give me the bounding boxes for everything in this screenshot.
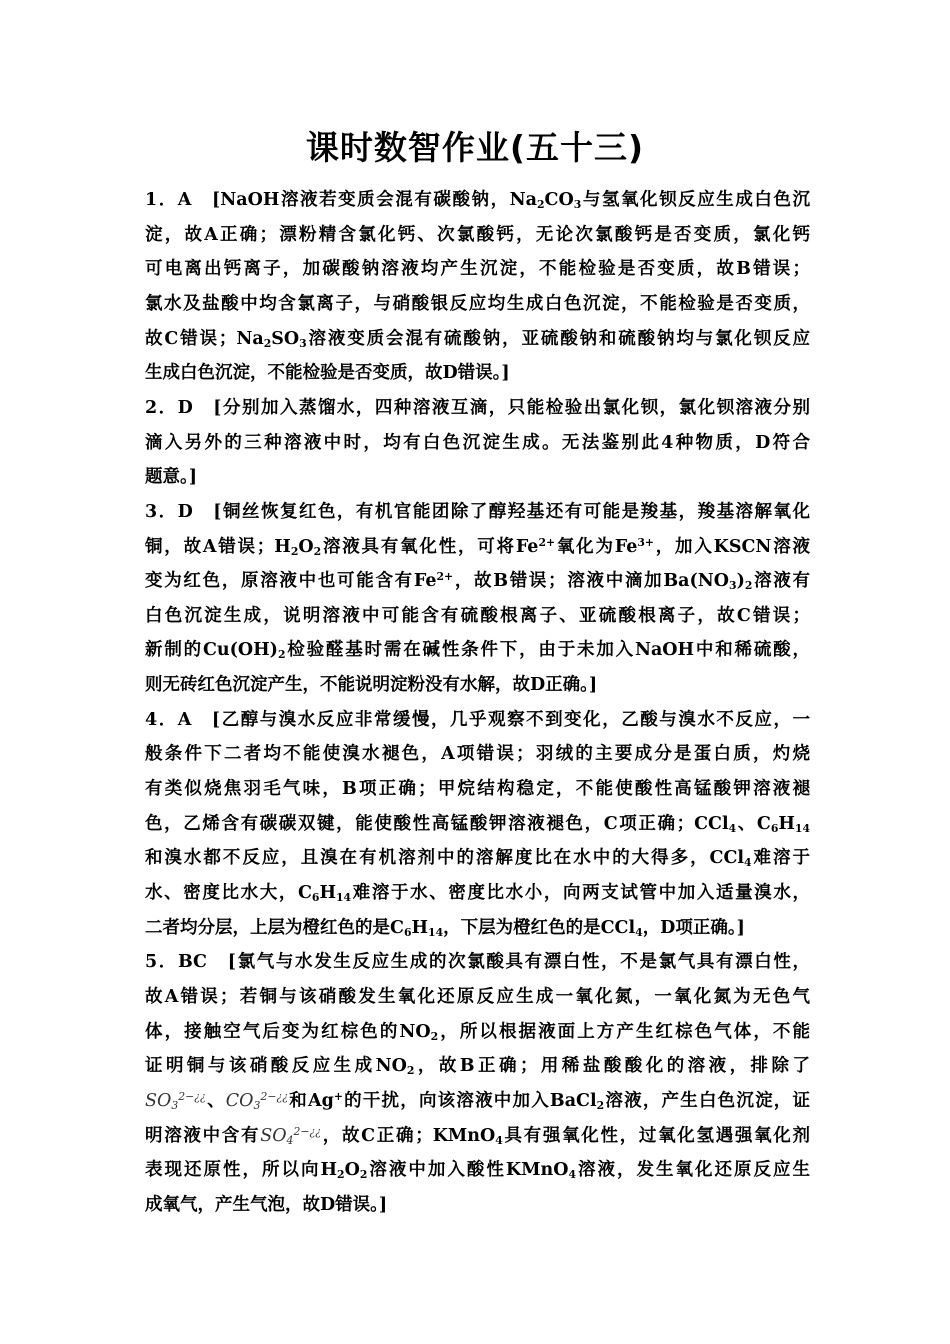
text-run: SO	[271, 328, 300, 349]
subscript: 4	[495, 1133, 503, 1147]
subscript: 6	[311, 891, 320, 905]
ion-formula: CO	[225, 1090, 254, 1111]
ion-formula: 2−¿¿	[293, 1124, 322, 1138]
text-run: 体，接触空气后变为红棕色的NO	[145, 1021, 431, 1042]
subscript: 14	[336, 891, 352, 905]
text-line	[145, 222, 810, 248]
ion-formula: 2−¿¿	[260, 1089, 289, 1103]
subscript: 2	[537, 198, 545, 212]
text-run: ，故B错误；溶液中滴加Ba(NO	[453, 571, 730, 592]
text-line	[145, 1088, 810, 1114]
text-run: ，故C正确；KMnO	[321, 1125, 496, 1146]
subscript: 2	[744, 579, 753, 593]
text-line	[145, 1019, 810, 1045]
text-line	[145, 880, 810, 906]
text-run: 氯水及盐酸中均含氯离子，与硝酸银反应均生成白色沉淀，不能检验是否变质，	[145, 293, 810, 314]
text-run: 淀，故A正确；漂粉精含氯化钙、次氯酸钙，无论次氯酸钙是否变质，氯化钙	[145, 224, 810, 245]
text-run: 和Ag	[288, 1090, 334, 1111]
subscript: 3	[299, 336, 307, 350]
superscript: 3+	[637, 535, 654, 549]
text-line	[145, 637, 810, 663]
superscript: +	[333, 1089, 343, 1103]
text-line	[145, 741, 810, 767]
text-line	[145, 603, 810, 629]
text-line	[145, 534, 810, 560]
text-run: 变为红色，原溶液中也可能含有Fe	[145, 571, 437, 592]
subscript: 14	[794, 821, 810, 835]
subscript: 2	[596, 1098, 605, 1112]
text-line	[145, 395, 810, 421]
text-run: 的干扰，向该溶液中加入BaCl	[342, 1090, 597, 1111]
text-run: 铜，故A错误；H	[145, 536, 291, 557]
text-run: H	[411, 917, 429, 938]
text-line	[145, 707, 810, 733]
text-run: 4．A [乙醇与溴水反应非常缓慢，几乎观察不到变化，乙酸与溴水不反应，一	[145, 709, 810, 730]
text-line	[145, 811, 810, 837]
text-run: 具有强氧化性，过氧化氢遇强氧化剂	[502, 1125, 811, 1146]
ion-formula: SO	[260, 1125, 287, 1146]
text-run: ，所以根据液面上方产生红棕色气体，不能	[438, 1021, 810, 1042]
text-run: 般条件下二者均不能使溴水褪色，A项错误；羽绒的主要成分是蛋白质，灼烧	[145, 744, 810, 765]
subscript: 6	[770, 821, 779, 835]
subscript: 2	[277, 648, 286, 662]
text-line	[145, 672, 810, 698]
subscript: 4	[568, 1168, 576, 1182]
text-line	[145, 499, 810, 525]
text-run: 新制的Cu(OH)	[145, 640, 278, 661]
text-run: 生成白色沉淀，不能检验是否变质，故D错误。]	[145, 363, 510, 384]
text-line	[145, 187, 810, 213]
text-run: O	[298, 536, 314, 557]
text-line	[145, 1123, 810, 1149]
text-run: 、	[205, 1090, 226, 1111]
subscript: 2	[263, 336, 272, 350]
text-run: 成氧气，产生气泡，故D错误。]	[145, 1194, 388, 1215]
text-run: 溶液中加入酸性KMnO	[367, 1160, 569, 1181]
subscript: 14	[428, 925, 444, 939]
text-run: )	[736, 571, 745, 592]
page-title: 课时数智作业(五十三)	[305, 128, 645, 167]
text-run: 氧化为Fe	[555, 536, 638, 557]
text-run: ，下层为橙红色的是CCl	[443, 917, 636, 938]
text-line	[145, 360, 810, 386]
text-run: 溶液，发生氧化还原反应生	[576, 1160, 810, 1181]
text-run: 滴入另外的三种溶液中时，均有白色沉淀生成。无法鉴别此4种物质，D符合	[145, 432, 810, 453]
text-run: 故C错误；Na	[145, 328, 264, 349]
text-run: 5．BC [氯气与水发生反应生成的次氯酸具有漂白性，不是氯气具有漂白性，	[145, 952, 810, 973]
text-run: 二者均分层，上层为橙红色的是C	[145, 917, 404, 938]
text-run: O	[344, 1160, 360, 1181]
text-line	[145, 326, 810, 352]
text-run: 明溶液中含有	[145, 1125, 261, 1146]
text-run: 则无砖红色沉淀产生，不能说明淀粉没有水解，故D正确。]	[145, 675, 598, 696]
subscript: 4	[728, 821, 737, 835]
subscript: 2	[430, 1029, 439, 1043]
ion-formula: 3	[171, 1098, 179, 1112]
subscript: 2	[359, 1168, 368, 1182]
text-run: ，故B正确；用稀盐酸酸化的溶液，排除了	[414, 1056, 810, 1077]
text-run: 溶液有	[752, 571, 811, 592]
text-run: 难溶于	[751, 848, 810, 869]
ion-formula: SO	[145, 1090, 172, 1111]
text-run: ，加入KSCN溶液	[653, 536, 810, 557]
superscript: 2+	[436, 570, 454, 584]
text-line	[145, 915, 810, 941]
text-run: 水、密度比水大，C	[145, 883, 312, 903]
text-line	[145, 291, 810, 317]
text-run: 和溴水都不反应，且溴在有机溶剂中的溶解度比在水中的大得多，CCl	[145, 848, 745, 869]
ion-formula: 4	[286, 1133, 294, 1147]
text-run: H	[778, 813, 795, 834]
text-line	[145, 1157, 810, 1183]
subscript: 2	[290, 544, 299, 558]
text-run: 与氢氧化钡反应生成白色沉	[581, 190, 810, 210]
subscript: 3	[573, 198, 582, 212]
text-line	[145, 949, 810, 975]
ion-formula: 3	[253, 1098, 261, 1112]
subscript: 3	[729, 579, 737, 593]
text-run: CO	[544, 190, 574, 210]
text-line	[145, 568, 810, 594]
superscript: 2+	[538, 535, 556, 549]
text-line	[145, 430, 810, 456]
text-run: 白色沉淀生成，说明溶液中可能含有硫酸根离子、亚硫酸根离子，故C错误；	[145, 605, 810, 626]
text-run: 溶液变质会混有硫酸钠，亚硫酸钠和硫酸钠均与氯化钡反应	[306, 328, 811, 349]
text-run: 证明铜与该硝酸反应生成NO	[145, 1056, 407, 1077]
text-run: 1．A [NaOH溶液若变质会混有碳酸钠，Na	[145, 190, 537, 210]
text-line	[145, 256, 810, 282]
text-run: 溶液具有氧化性，可将Fe	[321, 536, 539, 557]
text-line	[145, 464, 810, 490]
subscript: 4	[744, 856, 752, 870]
text-run: 色，乙烯含有碳碳双键，能使酸性高锰酸钾溶液褪色，C项正确；CCl	[145, 813, 729, 834]
text-run: 可电离出钙离子，加碳酸钠溶液均产生沉淀，不能检验是否变质，故B错误；	[145, 259, 810, 280]
text-run: 有类似烧焦羽毛气味，B项正确；甲烷结构稳定，不能使酸性高锰酸钾溶液褪	[145, 779, 810, 800]
text-run: 3．D [铜丝恢复红色，有机官能团除了醇羟基还有可能是羧基，羧基溶解氧化	[145, 501, 810, 522]
text-run: 2．D [分别加入蒸馏水，四种溶液互滴，只能检验出氯化钡，氯化钡溶液分别	[145, 397, 810, 418]
text-run: 检验醛基时需在碱性条件下，由于未加入NaOH中和稀硫酸，	[285, 640, 810, 661]
text-run: H	[319, 883, 336, 903]
text-line	[145, 776, 810, 802]
subscript: 2	[313, 544, 322, 558]
text-line	[145, 1192, 810, 1218]
text-run: 表现还原性，所以向H	[145, 1160, 338, 1181]
subscript: 2	[406, 1064, 415, 1078]
text-line	[145, 984, 810, 1010]
subscript: 4	[635, 925, 643, 939]
subscript: 6	[403, 925, 412, 939]
text-run: 题意。]	[145, 467, 198, 488]
text-run: 溶液，产生白色沉淀，证	[604, 1090, 810, 1111]
text-line	[145, 845, 810, 871]
text-run: 故A错误；若铜与该硝酸发生氧化还原反应生成一氧化氮，一氧化氮为无色气	[145, 986, 810, 1007]
text-run: ，D项正确。]	[642, 917, 745, 938]
text-run: 难溶于水、密度比水小，向两支试管中加入适量溴水，	[351, 883, 810, 903]
subscript: 2	[337, 1168, 345, 1182]
ion-formula: 2−¿¿	[178, 1089, 206, 1103]
text-run: 、C	[736, 813, 771, 834]
text-line	[145, 1053, 810, 1079]
